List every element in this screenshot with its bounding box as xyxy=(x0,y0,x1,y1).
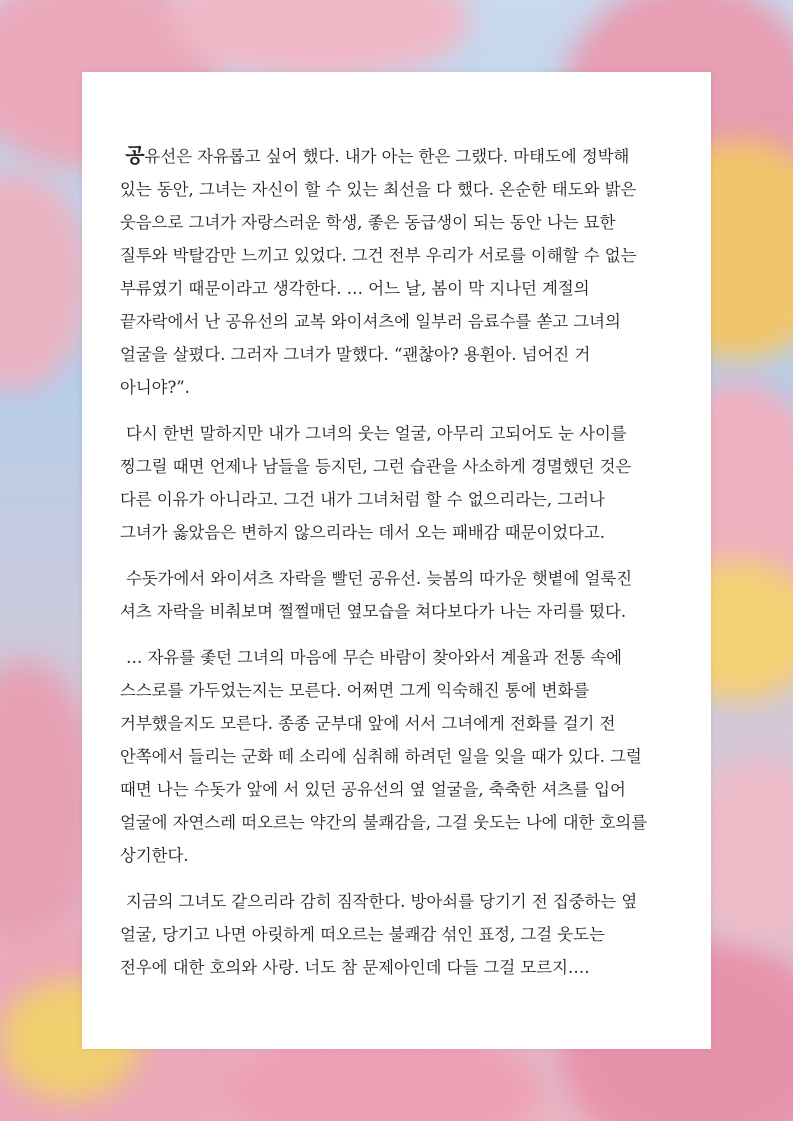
text-line: 있는 동안, 그녀는 자신이 할 수 있는 최선을 다 했다. 온순한 태도와 밝은 xyxy=(120,180,637,199)
text-line: 거부했을지도 모른다. 종종 군부대 앞에 서서 그녀에게 전화를 걸기 전 xyxy=(120,714,616,733)
text-line: 셔츠 자락을 비춰보며 쩔쩔매던 옆모습을 쳐다보다가 나는 자리를 떴다. xyxy=(120,602,627,621)
text-line: 다시 한번 말하지만 내가 그녀의 웃는 얼굴, 아무리 고되어도 눈 사이를 xyxy=(126,424,627,443)
text-line: 때면 나는 수돗가 앞에 서 있던 공유선의 옆 얼굴을, 축축한 셔츠를 입어 xyxy=(120,780,626,799)
text-line: 다른 이유가 아니라고. 그건 내가 그녀처럼 할 수 없으리라는, 그러나 xyxy=(120,490,605,509)
story-text xyxy=(120,139,672,997)
text-line: 얼굴을 살폈다. 그러자 그녀가 말했다. “괜찮아? 용휜아. 넘어진 거 xyxy=(120,345,591,364)
text-line: 얼굴에 자연스레 떠오르는 약간의 불쾌감을, 그걸 웃도는 나에 대한 호의를 xyxy=(120,813,648,832)
text-line: 유선은 자유롭고 싶어 했다. 내가 아는 한은 그랬다. 마태도에 정박해 xyxy=(144,147,630,166)
paragraph xyxy=(120,562,672,628)
text-line: 부류였기 때문이라고 생각한다. … 어느 날, 봄이 막 지나던 계절의 xyxy=(120,279,590,298)
text-line: 웃음으로 그녀가 자랑스러운 학생, 좋은 동급생이 되는 동안 나는 묘한 xyxy=(120,213,616,232)
text-line: 아니야?”. xyxy=(120,378,190,397)
drop-cap: 공 xyxy=(125,143,145,167)
text-line: 찡그릴 때면 언제나 남들을 등지던, 그런 습관을 사소하게 경멸했던 것은 xyxy=(120,457,632,476)
blossom-cluster xyxy=(0,170,90,390)
text-line: 끝자락에서 난 공유선의 교복 와이셔츠에 일부러 음료수를 쏟고 그녀의 xyxy=(120,312,621,331)
text-line: 지금의 그녀도 같으리라 감히 짐작한다. 방아쇠를 당기기 전 집중하는 옆 xyxy=(126,892,638,911)
text-line: 안쪽에서 들리는 군화 떼 소리에 심취해 하려던 일을 잊을 때가 있다. 그럴 xyxy=(120,747,642,766)
paragraph xyxy=(120,417,672,549)
paragraph xyxy=(120,885,672,984)
text-line: 질투와 박탈감만 느끼고 있었다. 그건 전부 우리가 서로를 이해할 수 없는 xyxy=(120,246,637,265)
text-line: 전우에 대한 호의와 사랑. 너도 참 문제아인데 다들 그걸 모르지…. xyxy=(120,958,590,977)
paragraph xyxy=(120,139,672,404)
text-line: 수돗가에서 와이셔츠 자락을 빨던 공유선. 늦봄의 따가운 햇볕에 얼룩진 xyxy=(126,569,633,588)
text-line: 그녀가 옳았음은 변하지 않으리라는 데서 오는 패배감 때문이었다고. xyxy=(120,523,606,542)
text-line: 얼굴, 당기고 나면 아릿하게 떠오르는 불쾌감 섞인 표정, 그걸 웃도는 xyxy=(120,925,605,944)
text-line: 상기한다. xyxy=(120,846,189,865)
text-line: 스스로를 가두었는지는 모른다. 어쩌면 그게 익숙해진 통에 변화를 xyxy=(120,681,590,700)
paragraph xyxy=(120,641,672,872)
text-line: … 자유를 좇던 그녀의 마음에 무슨 바람이 찾아와서 계율과 전통 속에 xyxy=(126,648,622,667)
